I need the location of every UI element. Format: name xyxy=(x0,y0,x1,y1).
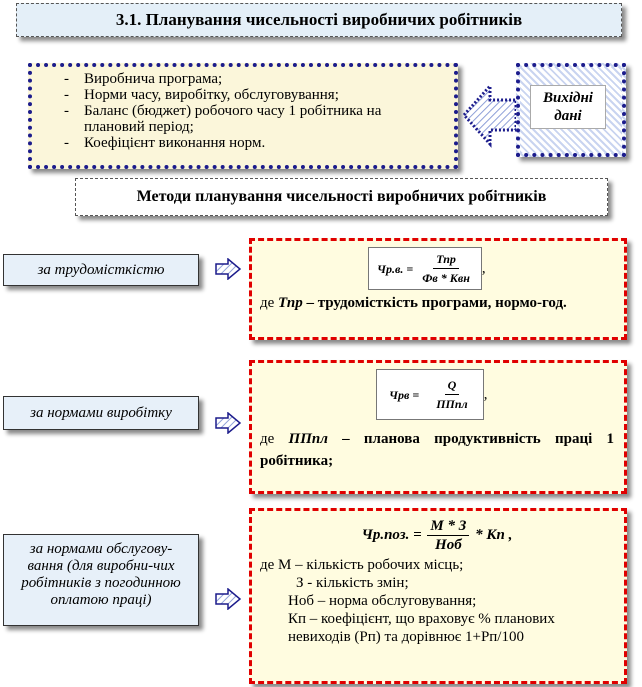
method-box-labor-intensity xyxy=(249,238,627,340)
arrow-right-icon xyxy=(215,412,241,434)
list-item: - Норми часу, виробітку, обслуговування; xyxy=(64,87,444,103)
method-box-output-norms xyxy=(249,360,627,494)
source-data-label: Вихідні дані xyxy=(530,85,606,129)
description-line: де М – кількість робочих місць; xyxy=(260,557,464,573)
list-item: - Коефіцієнт виконання норм. xyxy=(64,135,444,151)
method-label-output-norms: за нормами виробітку xyxy=(3,396,199,430)
method-label-labor-intensity: за трудомісткістю xyxy=(3,254,199,286)
source-data-box xyxy=(516,63,626,157)
method-label-service-norms: за нормами обслугову-вання (для виробни-чих робітників з погодинною оплатою праці) xyxy=(3,534,199,626)
arrow-right-icon xyxy=(215,258,241,280)
formula: Чр.в. = $\frac{\text{Тпр}}{\text{Фв * Квн}}$ , xyxy=(260,247,614,290)
formula-description: де ППпл – планова продуктивність праці 1 робітника; xyxy=(260,431,615,469)
description-line: Кп – коефіцієнт, що враховує % планових невиходів (Рп) та дорівнює 1+Рп/100 xyxy=(288,611,555,645)
page-title: 3.1. Планування чисельності виробничих робітників xyxy=(16,3,622,37)
list-item: - Виробнича програма; xyxy=(64,71,444,87)
arrow-left-icon xyxy=(462,82,518,148)
description-line: З - кількість змін; xyxy=(296,575,409,591)
formula: Чр.поз. = $\frac{М * З}{\text{Ноб}}$ * Кп , xyxy=(361,518,513,553)
formula: Чрв = $\frac{Q}{\text{ППпл}}$ , xyxy=(260,369,614,420)
input-data-list xyxy=(28,63,458,169)
description-line: Ноб – норма обслуговування; xyxy=(288,593,477,609)
methods-heading: Методи планування чисельності виробничих робітників xyxy=(75,178,608,216)
formula-description: де Тпр – трудомісткість програми, нормо-год. xyxy=(260,295,567,311)
arrow-right-icon xyxy=(215,588,241,610)
list-item: - Баланс (бюджет) робочого часу 1 робітника на плановий період; xyxy=(64,103,444,135)
method-box-service-norms xyxy=(249,508,627,684)
